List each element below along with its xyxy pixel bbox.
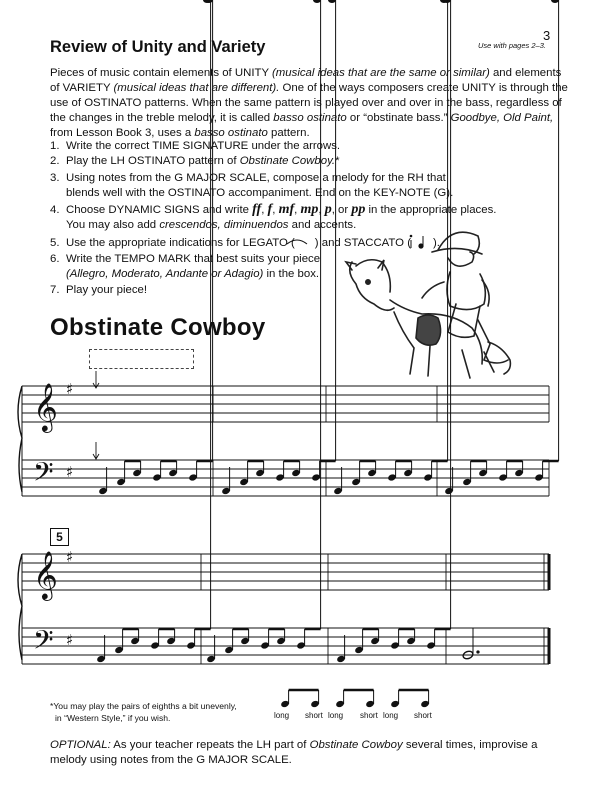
bass-clef-icon: 𝄢 xyxy=(33,624,54,662)
step-2: 2. Play the LH OSTINATO pattern of Obstinate Cowboy.* xyxy=(50,155,340,167)
sharp-icon: ♯ xyxy=(66,463,74,481)
rhythm-label-long: long xyxy=(383,711,399,720)
rhythm-label-short: short xyxy=(360,711,378,720)
system-2 xyxy=(18,554,549,664)
step-7: 7. Play your piece! xyxy=(50,284,148,296)
rhythm-label-short: short xyxy=(414,711,432,720)
step-1: 1. Write the correct TIME SIGNATURE under the arrows. xyxy=(50,140,341,152)
eighth-pair xyxy=(390,690,430,708)
step-6: 6. Write the TEMPO MARK that best suits your piece (Allegro, Moderato, Andante or Adagio) in the box. xyxy=(50,253,321,280)
rhythm-example xyxy=(280,690,430,708)
cowboy-illustration xyxy=(346,232,510,378)
page-title: Review of Unity and Variety xyxy=(50,38,266,56)
ostinato-figure xyxy=(96,0,211,663)
sharp-icon: ♯ xyxy=(66,631,74,649)
bass-clef-icon: 𝄢 xyxy=(33,456,54,494)
piece-title: Obstinate Cowboy xyxy=(50,314,266,341)
rhythm-label-long: long xyxy=(328,711,344,720)
step-4: 4. Choose DYNAMIC SIGNS and write ff, f, mf, mp, p, or pp in the appropriate places. You may also add crescendos, diminuendos and accents. xyxy=(50,202,497,231)
note-head xyxy=(313,0,321,3)
ostinato-figure xyxy=(444,0,559,495)
ostinato-figure xyxy=(221,0,336,495)
treble-clef-icon: 𝄞 xyxy=(33,550,58,599)
sharp-icon: ♯ xyxy=(66,548,74,566)
use-with-note: Use with pages 2–3. xyxy=(478,41,546,50)
ostinato-figure xyxy=(98,0,213,495)
eighth-pair xyxy=(335,690,375,708)
measure-number: 5 xyxy=(50,528,69,546)
intro-paragraph: Pieces of music contain elements of UNITY (musical ideas that are the same or similar) and elements of VARIETY (musical ideas that are different). One of the ways composers create UNITY is through the use of OSTINATO patterns. When the same pattern is played over and over in the bass, regardless of the changes in the treble melody, it is called basso ostinato or “obstinate bass.” Goodbye, Old Paint, from Lesson Book 3, uses a basso ostinato pattern. xyxy=(50,67,568,139)
rhythm-label-short: short xyxy=(305,711,323,720)
page-number: 3 xyxy=(543,28,551,43)
treble-clef-icon: 𝄞 xyxy=(33,382,58,431)
step-3: 3. Using notes from the G MAJOR SCALE, compose a melody for the RH that blends well with the OSTINATO accompaniment. End on the KEY-NOTE (G). xyxy=(50,172,454,199)
ostinato-figure xyxy=(333,0,448,495)
rhythm-label-long: long xyxy=(274,711,290,720)
eighth-pair xyxy=(280,690,320,708)
footnote: *You may play the pairs of eighths a bit unevenly, in “Western Style,” if you wish. xyxy=(50,701,237,723)
optional-paragraph: OPTIONAL: As your teacher repeats the LH part of Obstinate Cowboy several times, improvise a melody using notes from the G MAJOR SCALE. xyxy=(50,739,538,766)
note-head xyxy=(551,0,559,3)
step-5: 5. Use the appropriate indications for LEGATO ( ) and STACCATO ( ). xyxy=(50,237,440,249)
note-head xyxy=(328,0,336,3)
staccato-icon xyxy=(410,235,424,249)
sharp-icon: ♯ xyxy=(66,380,74,398)
ostinato-figure xyxy=(206,0,321,663)
legato-slur-icon xyxy=(287,240,307,244)
